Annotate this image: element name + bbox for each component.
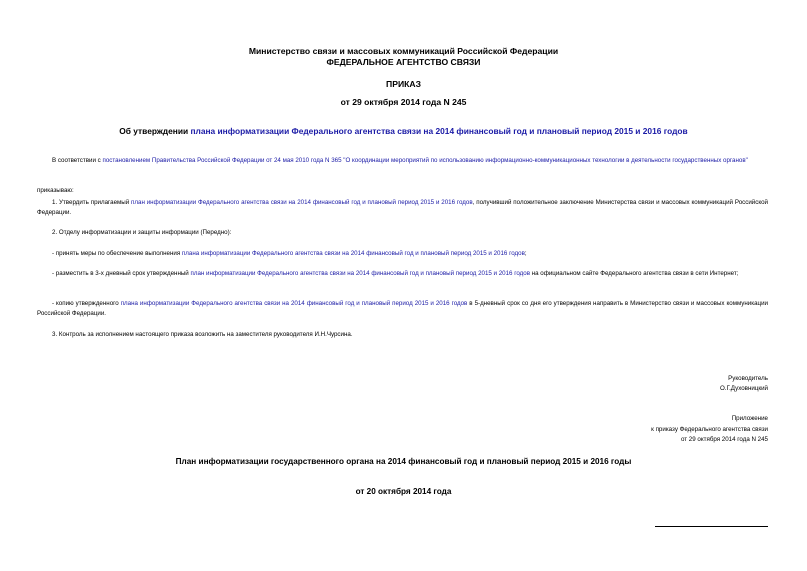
measures-text-end: ; bbox=[524, 250, 527, 257]
signature-line bbox=[655, 526, 768, 527]
document-date: от 29 октября 2014 года N 245 bbox=[340, 97, 467, 107]
basis-text: В соответствии с bbox=[52, 157, 103, 164]
item-1-text-end: , получивший положительное заключение Министерства связи и массовых коммуникаций Российской Федерации. bbox=[37, 199, 769, 217]
paragraph-measures bbox=[37, 249, 768, 259]
paragraph-item-3: 3. Контроль за исполнением настоящего приказа возложить на заместителя руководителя И.Н.Чурсина. bbox=[52, 331, 353, 338]
copy-text-end: в 5-дневный срок со дня его утверждения направить в Министерство связи и массовых коммуникации Российской Федерации. bbox=[37, 300, 768, 318]
ministry-name: Министерство связи и массовых коммуникаций Российской Федерации bbox=[248, 46, 559, 56]
appendix-label: Приложение bbox=[731, 415, 768, 422]
plan-date: от 20 октября 2014 года bbox=[355, 487, 452, 496]
paragraph-publish bbox=[37, 269, 768, 279]
paragraph-basis bbox=[37, 156, 768, 166]
paragraph-item-1 bbox=[37, 198, 768, 219]
publish-text: - разместить в 3-х дневный срок утвержденный bbox=[52, 270, 191, 277]
title-prefix: Об утверждении bbox=[119, 126, 191, 136]
paragraph-copy bbox=[37, 299, 768, 320]
signature-position: Руководитель bbox=[728, 375, 768, 382]
signature-name: О.Г.Духовницкий bbox=[719, 385, 768, 392]
paragraph-item-2: 2. Отделу информатизации и защиты информации (Передно): bbox=[52, 229, 232, 236]
item-1-plan-link[interactable]: план информатизации Федерального агентства связи на 2014 финансовый год и плановый период 2015 и 2016 годов bbox=[131, 199, 473, 206]
plan-title: План информатизации государственного органа на 2014 финансовый год и плановый период 2015 и 2016 годы bbox=[175, 457, 632, 466]
copy-text: - копию утвержденного bbox=[52, 300, 121, 307]
agency-name: ФЕДЕРАЛЬНОЕ АГЕНТСТВО СВЯЗИ bbox=[326, 57, 481, 67]
document-title bbox=[0, 126, 807, 137]
measures-text: - принять меры по обеспечение выполнения bbox=[52, 250, 182, 257]
measures-plan-link[interactable]: плана информатизации Федерального агентства связи на 2014 финансовый год и плановый период 2015 и 2016 годов bbox=[181, 250, 525, 257]
copy-plan-link[interactable]: плана информатизации Федерального агентства связи на 2014 финансовый год и плановый период 2015 и 2016 годов bbox=[120, 300, 468, 307]
title-plan-link[interactable]: плана информатизации Федерального агентства связи на 2014 финансовый год и плановый период 2015 и 2016 годов bbox=[190, 126, 688, 136]
item-1-text: 1. Утвердить прилагаемый bbox=[52, 199, 132, 206]
government-decree-link[interactable]: постановлением Правительства Российской Федерации от 24 мая 2010 года N 365 "О координации мероприятий по использованию информационно-коммуникационных технологии в деятельности государственных органов" bbox=[102, 157, 748, 164]
appendix-order-ref: к приказу Федерального агентства связи bbox=[651, 426, 768, 433]
publish-plan-link[interactable]: план информатизации Федерального агентства связи на 2014 финансовый год и плановый период 2015 и 2016 годов bbox=[190, 270, 530, 277]
appendix-order-date: от 29 октября 2014 года N 245 bbox=[680, 436, 768, 443]
publish-text-end: на официальном сайте Федерального агентства связи в сети Интернет; bbox=[529, 270, 739, 277]
paragraph-order-word: приказываю: bbox=[37, 187, 74, 194]
document-type: ПРИКАЗ bbox=[386, 79, 421, 89]
